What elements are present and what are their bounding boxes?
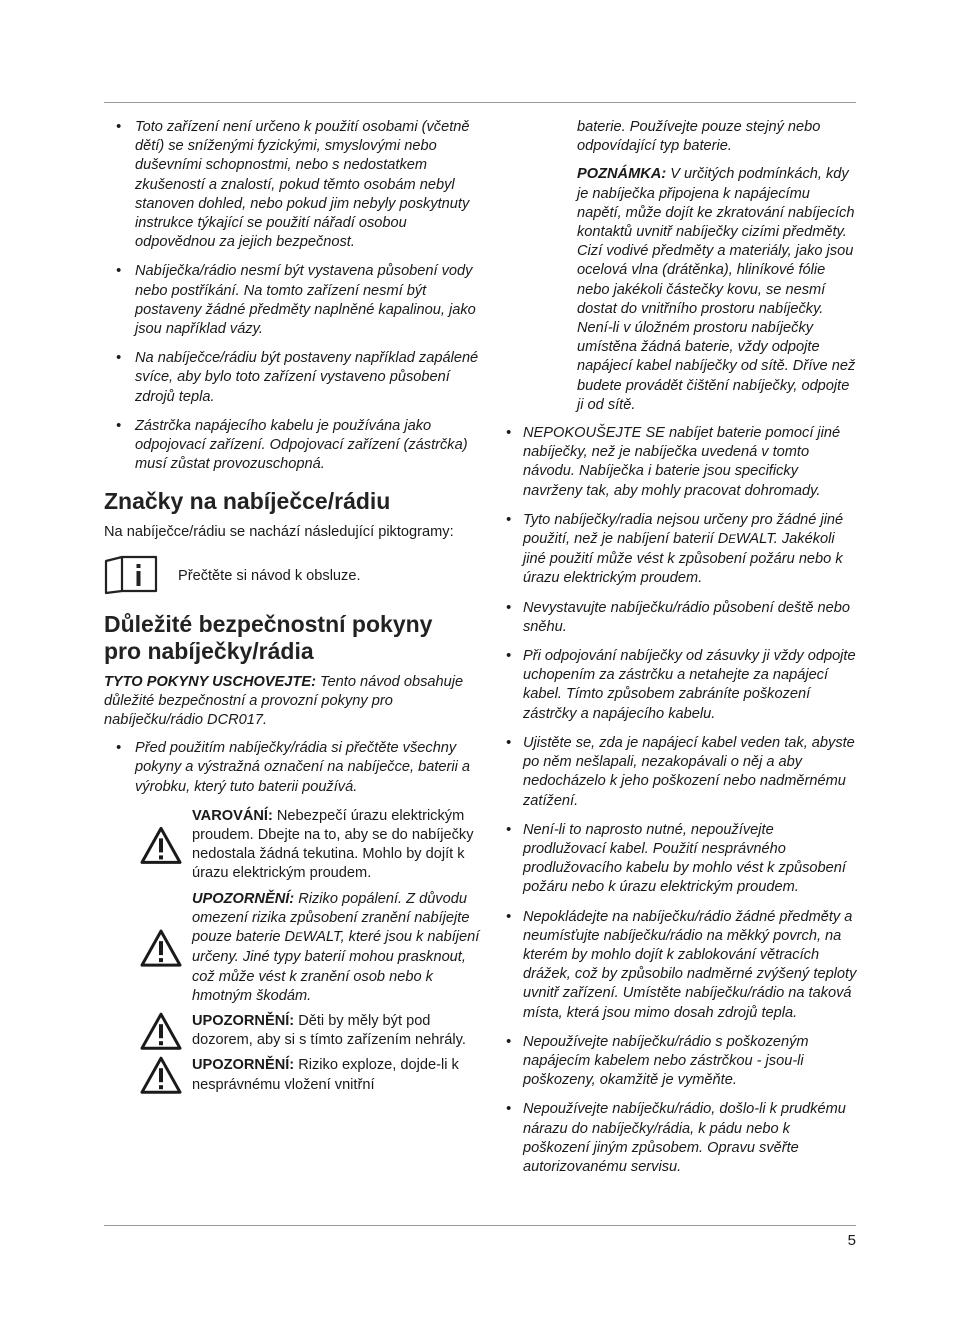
brand-small-caps: E bbox=[295, 932, 303, 945]
safety-bullet-list-top bbox=[104, 118, 484, 474]
warning-triangle-icon bbox=[140, 1012, 182, 1050]
warning-triangle-icon bbox=[140, 1056, 182, 1094]
bullet-body: nabíjet baterie pomocí jiné nabíječky, než je nabíječka uvedená v tomto návodu. Nabíječka i baterie jsou specificky navrženy tak, aby mohly pracovat dohromady. bbox=[523, 425, 841, 499]
caution-block-burn bbox=[140, 890, 484, 1006]
bullet-item: • Před použitím nabíječky/rádia si přečtěte všechny pokyny a výstražná označení na nabíječce, baterii a výrobku, který tuto baterii používá. bbox=[104, 739, 484, 797]
pictogram-label: Přečtěte si návod k obsluze. bbox=[178, 568, 361, 585]
read-manual-icon bbox=[104, 555, 158, 595]
caution-body-b: WALT, které jsou k nabíjení určeny. Jiné typy baterií mohou prasknout, což může vést k zranění osob nebo k hmotným škodám. bbox=[192, 929, 480, 1004]
header-rule bbox=[104, 102, 856, 103]
bullet-item: • Ujistěte se, zda je napájecí kabel veden tak, abyste po něm nešlapali, nezakopávali o něj a aby nedocházelo k jeho poškození nebo nadměrnému zatížení. bbox=[504, 734, 858, 811]
bullet-item: • Nevystavujte nabíječku/rádio působení deště nebo sněhu. bbox=[504, 599, 858, 637]
warning-text bbox=[192, 807, 484, 884]
caution-body-a: Riziko popálení. Z důvodu omezení rizika způsobení zranění nabíjejte pouze baterie D bbox=[192, 890, 470, 946]
note-body: V určitých podmínkách, kdy je nabíječka připojena k napájecímu napětí, může dojít ke zkratování nabíjecích kontaktů uvnitř nabíječky cizími předměty. Cizí vodivé předměty a materiály, jako jsou ocelová vlna (drátěnka), hliníkové fólie nebo jakékoli částečky kovu, se nesmí dostat do vnitřního prostoru nabíječky. Není-li v úložném prostoru nabíječky umístěna žádná baterie, vždy odpojte napájecí kabel nabíječky od sítě. Dříve než budete provádět čištění nabíječky, odpojte ji od sítě. bbox=[577, 166, 856, 413]
warning-body: Nebezpečí úrazu elektrickým proudem. Dbejte na to, aby se do nabíječky nedostala žádná tekutina. Mohlo by dojít k úrazu elektrickým proudem. bbox=[192, 807, 474, 882]
caution-label: UPOZORNĚNÍ: bbox=[192, 890, 295, 907]
caution-label: UPOZORNĚNÍ: bbox=[192, 1012, 295, 1029]
bullet-item: • Nabíječka/rádio nesmí být vystavena působení vody nebo postříkání. Na tomto zařízení nesmí být postaveny žádné předměty naplněné kapalinou, jako jsou například vázy. bbox=[104, 262, 484, 339]
page-number: 5 bbox=[847, 1232, 856, 1249]
before-use-list bbox=[104, 739, 484, 797]
bullet-item bbox=[504, 424, 858, 501]
bullet-item: • Nepokládejte na nabíječku/rádio žádné předměty a neumísťujte nabíječku/rádio na měkký povrch, na kterém by mohlo dojít k zablokování větracích drážek, což by způsobilo nadměrné zvýšený teploty uvnitř zařízení. Umístěte nabíječku/rádio na taková místa, která jsou mimo dosah zdrojů tepla. bbox=[504, 908, 858, 1023]
brand-small-caps: E bbox=[728, 534, 736, 547]
footer-rule bbox=[104, 1225, 856, 1226]
warning-triangle-icon bbox=[140, 807, 182, 884]
caution-label: UPOZORNĚNÍ: bbox=[192, 1057, 295, 1074]
bullet-item: • Při odpojování nabíječky od zásuvky ji vždy odpojte uchopením za zástrčku a netahejte za napájecí kabel. Tímto způsobem zabráníte poškození zástrčky a napájecího kabelu. bbox=[504, 647, 858, 724]
right-column bbox=[504, 118, 858, 1187]
note-paragraph bbox=[504, 165, 858, 415]
caution-continuation: baterie. Používejte pouze stejný nebo odpovídající typ baterie. bbox=[577, 119, 821, 155]
important-heading bbox=[104, 611, 484, 665]
pictogram-row bbox=[104, 555, 484, 595]
markings-intro: Na nabíječce/rádiu se nachází následující piktogramy: bbox=[104, 524, 454, 541]
safety-bullet-list-right bbox=[504, 424, 858, 1177]
note-label: POZNÁMKA: bbox=[577, 166, 667, 183]
left-column bbox=[104, 118, 484, 1099]
keep-instructions-paragraph bbox=[104, 673, 484, 731]
caution-text bbox=[192, 1056, 484, 1094]
important-heading-line-2: pro nabíječky/rádia bbox=[104, 637, 314, 664]
caution-body: Děti by měly být pod dozorem, aby si s tímto zařízením nehrály. bbox=[192, 1012, 466, 1049]
bullet-item bbox=[504, 511, 858, 589]
caution-text bbox=[192, 1012, 484, 1050]
warning-block bbox=[140, 807, 484, 884]
bullet-item: • Zástrčka napájecího kabelu je používána jako odpojovací zařízení. Odpojovací zařízení (zástrčka) musí zůstat provozuschopná. bbox=[104, 417, 484, 475]
important-heading-line-1: Důležité bezpečnostní pokyny bbox=[104, 610, 433, 637]
keep-instructions-text: Tento návod obsahuje důležité bezpečnostní a provozní pokyny pro nabíječku/rádio DCR017. bbox=[104, 673, 464, 729]
warning-label: VAROVÁNÍ: bbox=[192, 807, 273, 824]
bullet-body-a: Tyto nabíječky/radia nejsou určeny pro žádné jiné použití, než je nabíjení baterií D bbox=[523, 511, 844, 548]
caution-body: Riziko exploze, dojde-li k nesprávnému vložení vnitřní bbox=[192, 1057, 459, 1093]
bullet-body-b: WALT. Jakékoli jiné použití může vést k způsobení požáru nebo k úrazu elektrickým proudem. bbox=[523, 531, 843, 587]
caution-block-children bbox=[140, 1012, 484, 1050]
warning-triangle-icon bbox=[140, 890, 182, 1006]
bullet-item: • Nepoužívejte nabíječku/rádio, došlo-li k prudkému nárazu do nabíječky/rádia, k pádu nebo k poškození jiným způsobem. Opravu svěřte autorizovanému servisu. bbox=[504, 1100, 858, 1177]
caution-block-explosion bbox=[140, 1056, 484, 1094]
bullet-item: • Toto zařízení není určeno k použití osobami (včetně dětí) se sníženými fyzickými, smyslovými nebo duševními schopnostmi, nebo s nedostatkem zkušeností a znalostí, pokud těmto osobám nebyl stanoven dohled, nebo pokud jim nebyly poskytnuty instrukce týkající se použití nářadí osobou odpovědnou za jejich bezpečnost. bbox=[104, 118, 484, 252]
caution-text bbox=[192, 890, 484, 1006]
bullet-item: • Na nabíječce/rádiu být postaveny například zapálené svíce, aby bylo toto zařízení vystaveno působení zdrojů tepla. bbox=[104, 349, 484, 407]
markings-heading: Značky na nabíječce/rádiu bbox=[104, 488, 391, 515]
bullet-item: • Není-li to naprosto nutné, nepoužívejte prodlužovací kabel. Použití nesprávného prodlužovacího kabelu by mohlo vést k způsobení požáru nebo k úrazu elektrickým proudem. bbox=[504, 821, 858, 898]
keep-instructions-label: TYTO POKYNY USCHOVEJTE: bbox=[104, 673, 316, 690]
bullet-item: • Nepoužívejte nabíječku/rádio s poškozeným napájecím kabelem nebo zástrčkou - jsou-li poškozeny, okamžitě je vyměňte. bbox=[504, 1033, 858, 1091]
bullet-emphasis: NEPOKOUŠEJTE SE bbox=[523, 425, 665, 442]
